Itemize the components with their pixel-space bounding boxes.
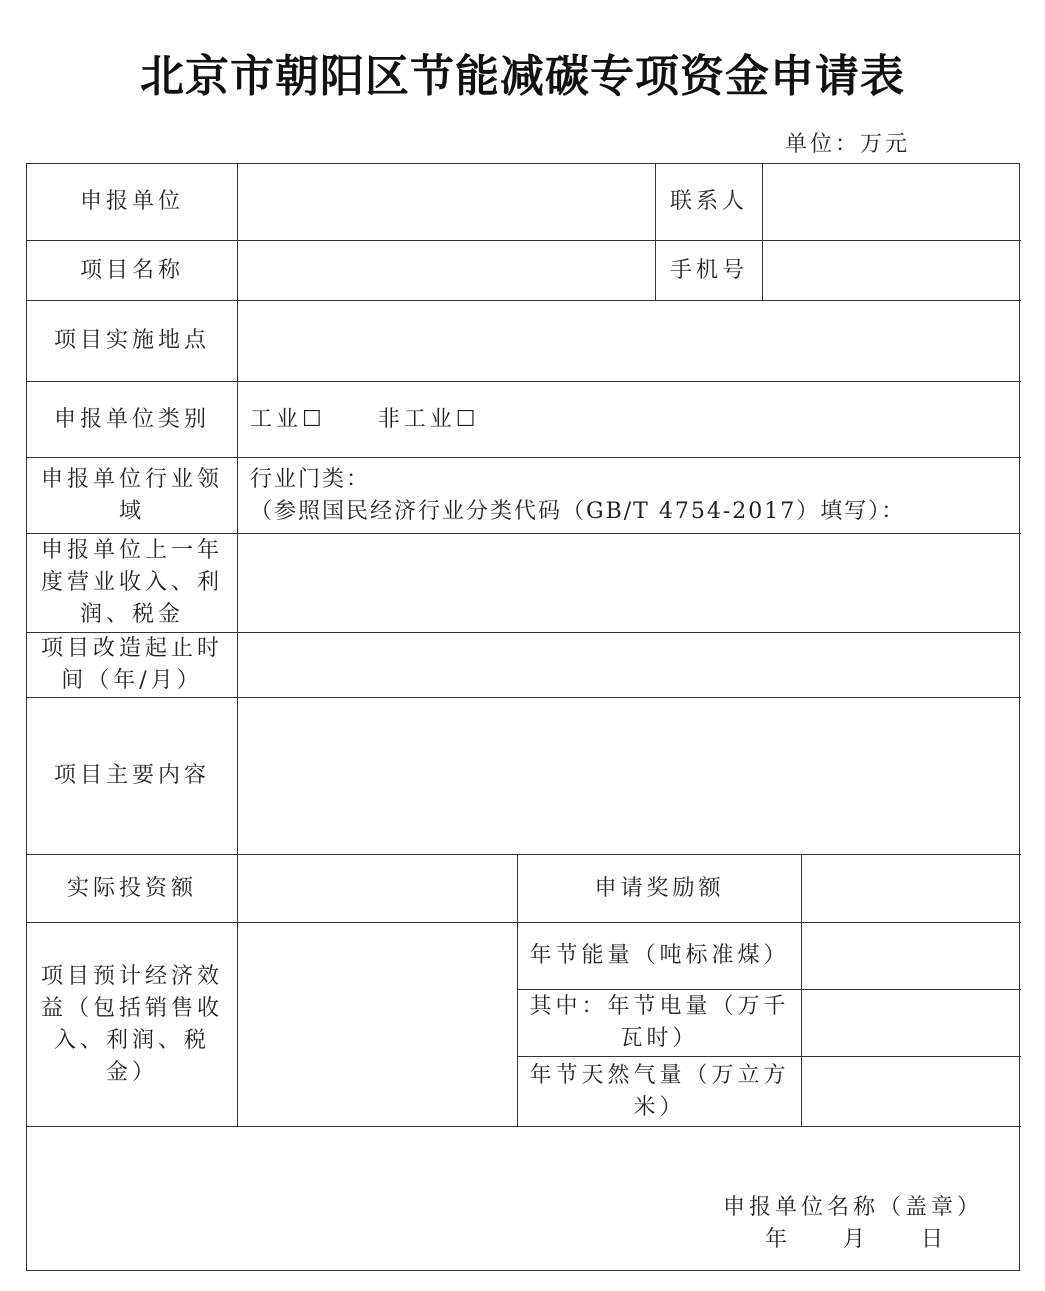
date-month: 月 (842, 1227, 865, 1252)
label-benefit: 项目预计经济效益（包括销售收入、利润、税金） (27, 923, 238, 1127)
category-field (238, 382, 1021, 458)
location-field[interactable] (238, 301, 1021, 382)
label-category: 申报单位类别 (27, 382, 238, 458)
signature-area (27, 1127, 1021, 1274)
label-location: 项目实施地点 (27, 301, 238, 382)
industry-category-text: 行业门类： (250, 467, 371, 492)
label-revenue: 申报单位上一年度营业收入、利润、税金 (27, 534, 238, 633)
reward-field[interactable] (802, 855, 1021, 923)
label-content: 项目主要内容 (27, 698, 238, 855)
label-gas-saving: 年节天然气量（万立方米） (518, 1057, 802, 1127)
unit-label: 单位：万元 (784, 132, 910, 157)
page-title: 北京市朝阳区节能减碳专项资金申请表 (140, 51, 905, 102)
category-option-industrial[interactable]: 工业☐ (250, 406, 326, 432)
mobile-field[interactable] (763, 241, 1021, 301)
date-year: 年 (764, 1227, 787, 1252)
investment-field[interactable] (238, 855, 518, 923)
industry-code-note: （参照国民经济行业分类代码（GB/T 4754-2017）填写）： (250, 499, 906, 524)
revenue-field[interactable] (238, 534, 1021, 633)
project-name-field[interactable] (238, 241, 656, 301)
contact-field[interactable] (763, 164, 1021, 241)
label-project-name: 项目名称 (27, 241, 238, 301)
energy-saving-field[interactable] (802, 923, 1021, 990)
content-field[interactable] (238, 698, 1021, 855)
applicant-field[interactable] (238, 164, 656, 241)
category-option-non-industrial[interactable]: 非工业☐ (377, 406, 480, 432)
label-applicant: 申报单位 (27, 164, 238, 241)
gas-saving-field[interactable] (802, 1057, 1021, 1127)
industry-field[interactable] (238, 458, 1021, 534)
date-day: 日 (920, 1227, 943, 1252)
label-electricity-saving: 其中：年节电量（万千瓦时） (518, 990, 802, 1057)
label-period: 项目改造起止时间（年/月） (27, 633, 238, 698)
applicant-seal-label: 申报单位名称（盖章） (722, 1195, 983, 1220)
application-form-table (26, 163, 1020, 1271)
label-mobile: 手机号 (656, 241, 763, 301)
signature-date (765, 1224, 983, 1256)
period-field[interactable] (238, 633, 1021, 698)
label-reward: 申请奖励额 (518, 855, 802, 923)
label-energy-saving: 年节能量（吨标准煤） (518, 923, 802, 990)
label-contact: 联系人 (656, 164, 763, 241)
benefit-field[interactable] (238, 923, 518, 1127)
label-industry: 申报单位行业领域 (27, 458, 238, 534)
label-investment: 实际投资额 (27, 855, 238, 923)
electricity-saving-field[interactable] (802, 990, 1021, 1057)
